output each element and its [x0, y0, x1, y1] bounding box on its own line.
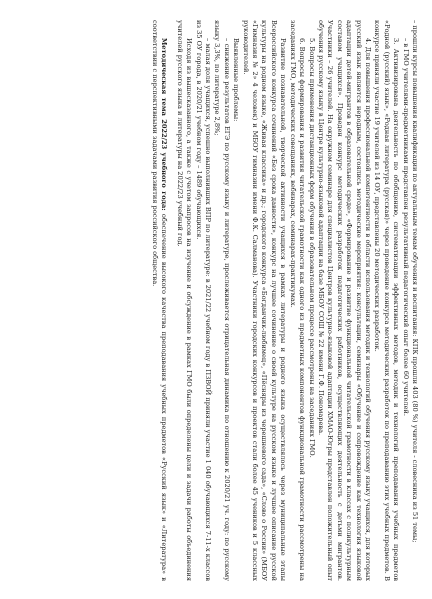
- paragraph-problem-vpr: – малая доля учащихся, успешно выполнивших ВПР по литературе: в 2021/22 учебном году в ПЗВОЙ приняли участие 1 040 обучающихся 7-11-х классов из 35 ОУ города, в 2020/21 учебном году – 1489 обучающихся.: [194, 20, 213, 581]
- paragraph-methodical-theme: [150, 20, 169, 581]
- paragraph-experience: – в ГМО учителями-предметниками представлен результативный педагогический опыт более 60 учителей.: [401, 38, 410, 416]
- paragraph-courses: – прошли курсы повышения квалификации по актуальным темам обучения и воспитания: КПК прошли 403 (80 %) учителя - словесника из 51 темы;: [411, 20, 419, 543]
- paragraph-item-5: 5. Вопросы применения дистанционных форм обучения в образовательном процессе рассмотрены на заседаниях ГМО.: [307, 38, 316, 458]
- paragraph-problems-heading: Выявленные проблемы:: [232, 38, 241, 122]
- methodical-theme-label: Методическая тема 2022/23 учебного года:: [160, 38, 169, 211]
- paragraph-item-6: 6. Вопросы формирования и развития читательской грамотности как одного из предметных компонентов функциональной грамотности рассмотрены на заседаниях ГМО, методических совещаниях, вебинарах, семинарах-практикумах.: [288, 20, 307, 581]
- paragraph-goals: Исходя из вышесказанного, а также с учетом запросов на изучение и обсуждение в рамках ГМО были определены цели и задачи работы объединения учителей русского языка и литературы на 2022/23 учебный год.: [175, 20, 194, 581]
- paragraph-item-3: 3. Активизирована деятельность по обобщению, систематизации эффективных методов, методик и технологий преподавания учебных предметов «Родной (русский) язык», «Родная литература (русская)» через проведение конкурса методических разработок по преподаванию этих учебных предметов. В конкурсе приняли участие 19 учителей из 14 ОУ, представлены 20 методических разработок.: [373, 20, 401, 581]
- paragraph-problem-ege: – снижение результатов ЕГЭ по русскому языку и литературе, прослеживается отрицательная динамика по отношению к 2020/21 уч. году: по русскому языку 3,3%, по литературе 2,8%;: [213, 20, 231, 581]
- methodical-theme-text: обеспечение высокого качества преподавания учебных предметов «Русский язык» и «Литература» в соответствии с перспективными задачами развития российского общества.: [151, 20, 169, 581]
- paragraph-development: Развитие познавательной, творческой активности учащихся в рамках литературы и родного языка осуществлялось через муниципальные этапы Всероссийского конкурса сочинений «Без срока давности», конкурс на лучшее сочинение о своей культуре на русском языке и лучшее описание русской культуры на родном языке, «Живая классика» и др.; городского конкурса «Богданчик-любимец», «Пёсняры из черешневого сада», «Слово о России» (МБОУ «Гимназия № 2» 4 человек) и МБОУ гимназии имени Ф.К. Салманова). Участники городских конкурсов и проектов стали более 45 учеников и 5 классных руководителей.: [241, 20, 288, 581]
- paragraph-item-4: 4. Для повышения профессиональной компетентности в области использования методик и технологий обучения русскому языку учащихся, для которых русский язык является неродным, состоялись методические мероприятия: консультации, семинары «Обучение и сопровождение как технология языковой адаптации детей-мигрантов в образовательной среде», «Формирование и развитие функциональной читательской грамотности в классах с поликультурным составом учащихся». Проведен конкурс методических разработок педагогических работников, осуществляющих деятельность с детьми мигрантов. Участники – 26 учителей. На окружном семинаре для специалистов Центров культурно-языковой адаптации ХМАО-Югры представлен положительный опыт обучения русскому языку в Центре культурно-языковой адаптации на базе МБОУ СОШ № 22 имени Г.Ф. Пономарева.: [316, 20, 372, 581]
